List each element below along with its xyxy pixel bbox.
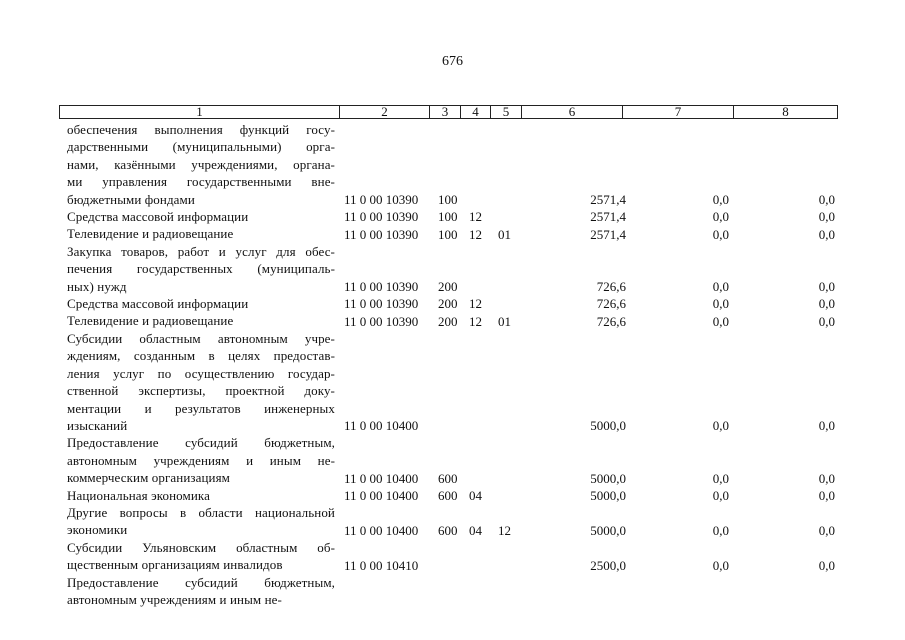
- description-line: Телевидение и радиовещание: [67, 313, 234, 329]
- row-values: [0, 470, 905, 487]
- table-row: [0, 208, 905, 225]
- row-values: [0, 417, 905, 434]
- row-col-4: 12: [469, 296, 482, 312]
- row-col-8: 0,0: [818, 209, 835, 225]
- header-col-2: 2: [340, 106, 430, 118]
- row-code: 11 0 00 10400: [344, 418, 419, 434]
- description-line: Средства массовой информации: [67, 209, 249, 225]
- row-col-7: 0,0: [712, 470, 729, 486]
- row-code: 11 0 00 10390: [344, 192, 419, 208]
- row-col-3: 100: [438, 226, 458, 242]
- description-line: автономным учреждениям и иным не-: [67, 591, 282, 607]
- table-row: [0, 434, 905, 486]
- row-code: 11 0 00 10390: [344, 296, 419, 312]
- description-line: Субсидии Ульяновским областным об-: [67, 539, 335, 555]
- description-line: ждениям, созданным в целях предостав-: [67, 348, 335, 364]
- row-values: [0, 557, 905, 574]
- table-row: [0, 121, 905, 208]
- row-amount: 2571,4: [590, 226, 626, 242]
- row-col-3: 600: [438, 487, 458, 503]
- row-col-3: 200: [438, 313, 458, 329]
- table-row: [0, 312, 905, 329]
- row-col-7: 0,0: [712, 557, 729, 573]
- header-col-4: 4: [461, 106, 491, 118]
- table-row: [0, 225, 905, 242]
- description-line: Предоставление субсидий бюджетным,: [67, 574, 335, 590]
- row-col-3: 600: [438, 470, 458, 486]
- row-col-8: 0,0: [818, 487, 835, 503]
- table-row: [0, 539, 905, 574]
- description-line: Предоставление субсидий бюджетным,: [67, 435, 335, 451]
- description-line: нами, казёнными учреждениями, органа-: [67, 156, 335, 172]
- row-col-3: 100: [438, 192, 458, 208]
- header-col-8: 8: [782, 104, 789, 119]
- row-col-8: 0,0: [818, 313, 835, 329]
- row-amount: 726,6: [596, 313, 626, 329]
- row-col-4: 12: [469, 313, 482, 329]
- row-code: 11 0 00 10400: [344, 487, 419, 503]
- row-col-4: 12: [469, 226, 482, 242]
- row-code: 11 0 00 10390: [344, 313, 419, 329]
- table-row: [0, 295, 905, 312]
- header-col-3: 3: [430, 106, 461, 118]
- table-row: [0, 330, 905, 434]
- description-line: автономным учреждениям и иным не-: [67, 452, 335, 468]
- description-line: ми управления государственными вне-: [67, 174, 335, 190]
- row-col-8: 0,0: [818, 470, 835, 486]
- row-col-4: 04: [469, 522, 482, 538]
- table-row: [0, 487, 905, 504]
- row-values: [0, 191, 905, 208]
- row-amount: 5000,0: [590, 522, 626, 538]
- row-code: 11 0 00 10410: [344, 557, 419, 573]
- row-code: 11 0 00 10400: [344, 522, 419, 538]
- row-col-8: 0,0: [818, 279, 835, 295]
- description-line: Средства массовой информации: [67, 296, 249, 312]
- description-line: дарственными (муниципальными) орга-: [67, 139, 335, 155]
- row-col-5: 01: [498, 226, 511, 242]
- header-col-7: 7: [623, 106, 734, 118]
- description-line: изысканий: [67, 417, 128, 433]
- description-line: ментации и результатов инженерных: [67, 400, 335, 416]
- row-amount: 726,6: [596, 296, 626, 312]
- table-row: [0, 504, 905, 539]
- row-values: [0, 226, 905, 243]
- header-col-1: 1: [60, 106, 340, 118]
- row-col-7: 0,0: [712, 226, 729, 242]
- description-line: обеспечения выполнения функций госу-: [67, 122, 335, 137]
- row-amount: 2571,4: [590, 192, 626, 208]
- header-col-5: 5: [491, 106, 522, 118]
- page-number: 676: [442, 54, 463, 69]
- description-line: щественным организациям инвалидов: [67, 557, 283, 573]
- row-col-4: 04: [469, 487, 482, 503]
- description-line: бюджетными фондами: [67, 191, 195, 207]
- description-line: Национальная экономика: [67, 487, 211, 503]
- row-code: 11 0 00 10390: [344, 226, 419, 242]
- row-code: 11 0 00 10400: [344, 470, 419, 486]
- row-col-7: 0,0: [712, 487, 729, 503]
- row-code: 11 0 00 10390: [344, 209, 419, 225]
- row-col-5: 01: [498, 313, 511, 329]
- row-amount: 726,6: [596, 279, 626, 295]
- row-col-7: 0,0: [712, 313, 729, 329]
- row-col-7: 0,0: [712, 192, 729, 208]
- row-col-3: 100: [438, 209, 458, 225]
- table-header: [59, 105, 838, 119]
- header-col-6: 6: [522, 106, 623, 118]
- row-col-7: 0,0: [712, 296, 729, 312]
- row-col-8: 0,0: [818, 296, 835, 312]
- row-col-7: 0,0: [712, 209, 729, 225]
- description-line: Закупка товаров, работ и услуг для обес-: [67, 243, 335, 259]
- description-line: печения государственных (муниципаль-: [67, 261, 335, 277]
- row-col-4: 12: [469, 209, 482, 225]
- row-col-8: 0,0: [818, 557, 835, 573]
- row-amount: 2500,0: [590, 557, 626, 573]
- row-amount: 5000,0: [590, 470, 626, 486]
- row-values: [0, 522, 905, 539]
- table-body: [0, 121, 905, 608]
- row-values: [0, 487, 905, 504]
- row-values: [0, 295, 905, 312]
- description-line: коммерческим организациям: [67, 470, 231, 486]
- description-line: Субсидии областным автономным учре-: [67, 330, 335, 346]
- row-col-8: 0,0: [818, 418, 835, 434]
- row-col-5: 12: [498, 522, 511, 538]
- table-row: [0, 243, 905, 295]
- row-values: [0, 313, 905, 330]
- row-col-3: 600: [438, 522, 458, 538]
- row-col-8: 0,0: [818, 192, 835, 208]
- table-row: [0, 574, 905, 609]
- description-line: ления услуг по осуществлению государ-: [67, 365, 335, 381]
- row-col-3: 200: [438, 279, 458, 295]
- description-line: экономики: [67, 522, 128, 538]
- row-values: [0, 208, 905, 225]
- row-values: [0, 278, 905, 295]
- description-line: Другие вопросы в области национальной: [67, 504, 335, 520]
- row-col-8: 0,0: [818, 226, 835, 242]
- description-line: Телевидение и радиовещание: [67, 226, 234, 242]
- description-line: ных) нужд: [67, 278, 127, 294]
- row-col-3: 200: [438, 296, 458, 312]
- row-code: 11 0 00 10390: [344, 279, 419, 295]
- description-line: ственной экспертизы, проектной доку-: [67, 383, 335, 399]
- row-col-7: 0,0: [712, 279, 729, 295]
- row-col-8: 0,0: [818, 522, 835, 538]
- row-col-7: 0,0: [712, 522, 729, 538]
- row-amount: 2571,4: [590, 209, 626, 225]
- row-amount: 5000,0: [590, 418, 626, 434]
- row-amount: 5000,0: [590, 487, 626, 503]
- row-col-7: 0,0: [712, 418, 729, 434]
- row-values: [0, 591, 905, 608]
